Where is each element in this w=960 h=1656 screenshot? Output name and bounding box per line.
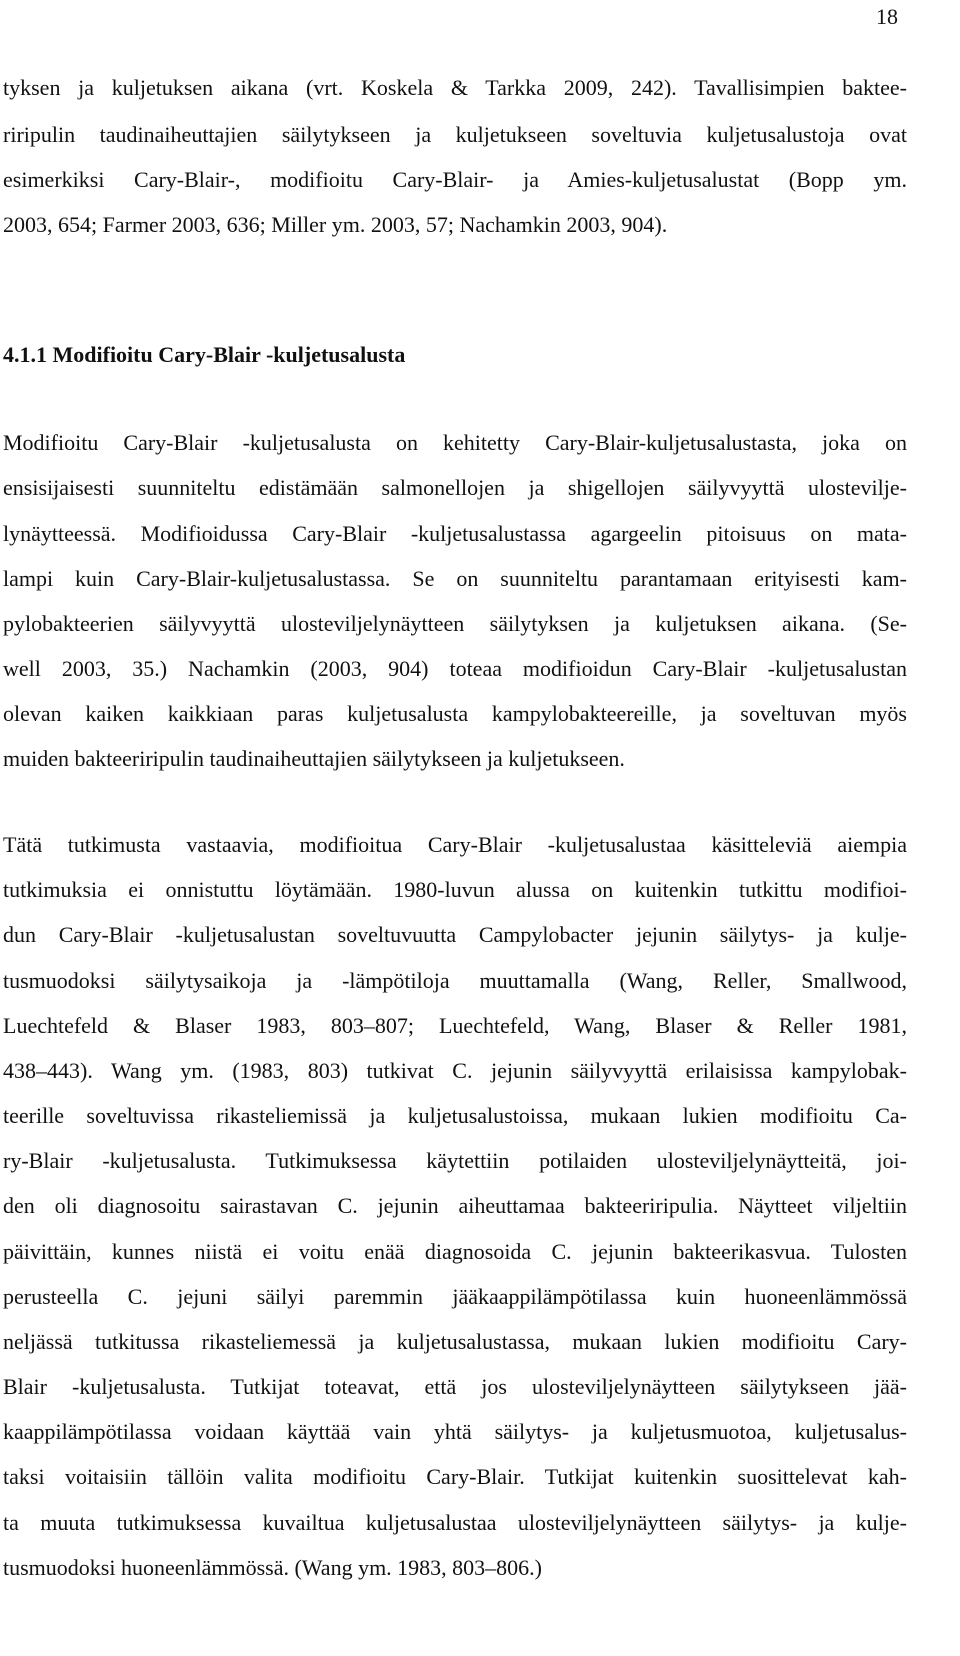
text-line: olevan kaiken kaikkiaan paras kuljetusalusta kampylobakteereille, ja soveltuvan myös <box>3 701 907 726</box>
text-line: dun Cary-Blair -kuljetusalustan soveltuvuutta Campylobacter jejunin säilytys- ja kulje- <box>3 922 907 947</box>
section-heading: 4.1.1 Modifioitu Cary-Blair -kuljetusalusta <box>3 342 406 367</box>
text-line: Tätä tutkimusta vastaavia, modifioitua Cary-Blair -kuljetusalustaa käsitteleviä aiempia <box>3 832 907 857</box>
text-line: well 2003, 35.) Nachamkin (2003, 904) toteaa modifioidun Cary-Blair -kuljetusalustan <box>3 656 907 681</box>
text-line: ry-Blair -kuljetusalusta. Tutkimuksessa käytettiin potilaiden ulosteviljelynäytteitä, joi- <box>3 1148 907 1173</box>
text-line: lynäytteessä. Modifioidussa Cary-Blair -kuljetusalustassa agargeelin pitoisuus on mata- <box>3 521 907 546</box>
text-line: Blair -kuljetusalusta. Tutkijat toteavat, että jos ulosteviljelynäytteen säilytykseen jää- <box>3 1374 907 1399</box>
text-line: den oli diagnosoitu sairastavan C. jejunin aiheuttamaa bakteeriripulia. Näytteet viljeltiin <box>3 1193 907 1218</box>
text-line: tyksen ja kuljetuksen aikana (vrt. Koskela & Tarkka 2009, 242). Tavallisimpien baktee- <box>3 75 907 100</box>
text-line: 2003, 654; Farmer 2003, 636; Miller ym. 2003, 57; Nachamkin 2003, 904). <box>3 212 668 237</box>
text-line: ta muuta tutkimuksessa kuvailtua kuljetusalustaa ulosteviljelynäytteen säilytys- ja kulje- <box>3 1510 907 1535</box>
text-line: tusmuodoksi huoneenlämmössä. (Wang ym. 1983, 803–806.) <box>3 1555 543 1580</box>
text-line: taksi voitaisiin tällöin valita modifioitu Cary-Blair. Tutkijat kuitenkin suosittelevat kah- <box>3 1464 907 1489</box>
text-line: teerille soveltuvissa rikasteliemissä ja kuljetusalustoissa, mukaan lukien modifioitu Ca- <box>3 1103 907 1128</box>
text-line: neljässä tutkitussa rikasteliemessä ja kuljetusalustassa, mukaan lukien modifioitu Cary- <box>3 1329 907 1354</box>
text-line: kaappilämpötilassa voidaan käyttää vain yhtä säilytys- ja kuljetusmuotoa, kuljetusalus- <box>3 1419 907 1444</box>
text-line: perusteella C. jejuni säilyi paremmin jääkaappilämpötilassa kuin huoneenlämmössä <box>3 1284 907 1309</box>
text-line: Modifioitu Cary-Blair -kuljetusalusta on kehitetty Cary-Blair-kuljetusalustasta, joka on <box>3 430 907 455</box>
text-line: muiden bakteeriripulin taudinaiheuttajien säilytykseen ja kuljetukseen. <box>3 746 625 771</box>
text-line: pylobakteerien säilyvyyttä ulosteviljelynäytteen säilytyksen ja kuljetuksen aikana. (Se- <box>3 611 907 636</box>
text-line: lampi kuin Cary-Blair-kuljetusalustassa. Se on suunniteltu parantamaan erityisesti kam- <box>3 566 907 591</box>
text-line: riripulin taudinaiheuttajien säilytykseen ja kuljetukseen soveltuvia kuljetusalustoja ovat <box>3 122 907 147</box>
text-line: ensisijaisesti suunniteltu edistämään salmonellojen ja shigellojen säilyvyyttä ulosteviljе- <box>3 475 907 500</box>
page-number: 18 <box>876 4 898 29</box>
text-line: 438–443). Wang ym. (1983, 803) tutkivat C. jejunin säilyvyyttä erilaisissa kampylobak- <box>3 1058 907 1083</box>
text-line: tusmuodoksi säilytysaikoja ja -lämpötiloja muuttamalla (Wang, Reller, Smallwood, <box>3 968 907 993</box>
text-line: päivittäin, kunnes niistä ei voitu enää diagnosoida C. jejunin bakteerikasvua. Tulosten <box>3 1239 907 1264</box>
text-line: tutkimuksia ei onnistuttu löytämään. 1980-luvun alussa on kuitenkin tutkittu modifioi- <box>3 877 907 902</box>
text-line: Luechtefeld & Blaser 1983, 803–807; Luechtefeld, Wang, Blaser & Reller 1981, <box>3 1013 907 1038</box>
text-line: esimerkiksi Cary-Blair-, modifioitu Cary-Blair- ja Amies-kuljetusalustat (Bopp ym. <box>3 167 907 192</box>
